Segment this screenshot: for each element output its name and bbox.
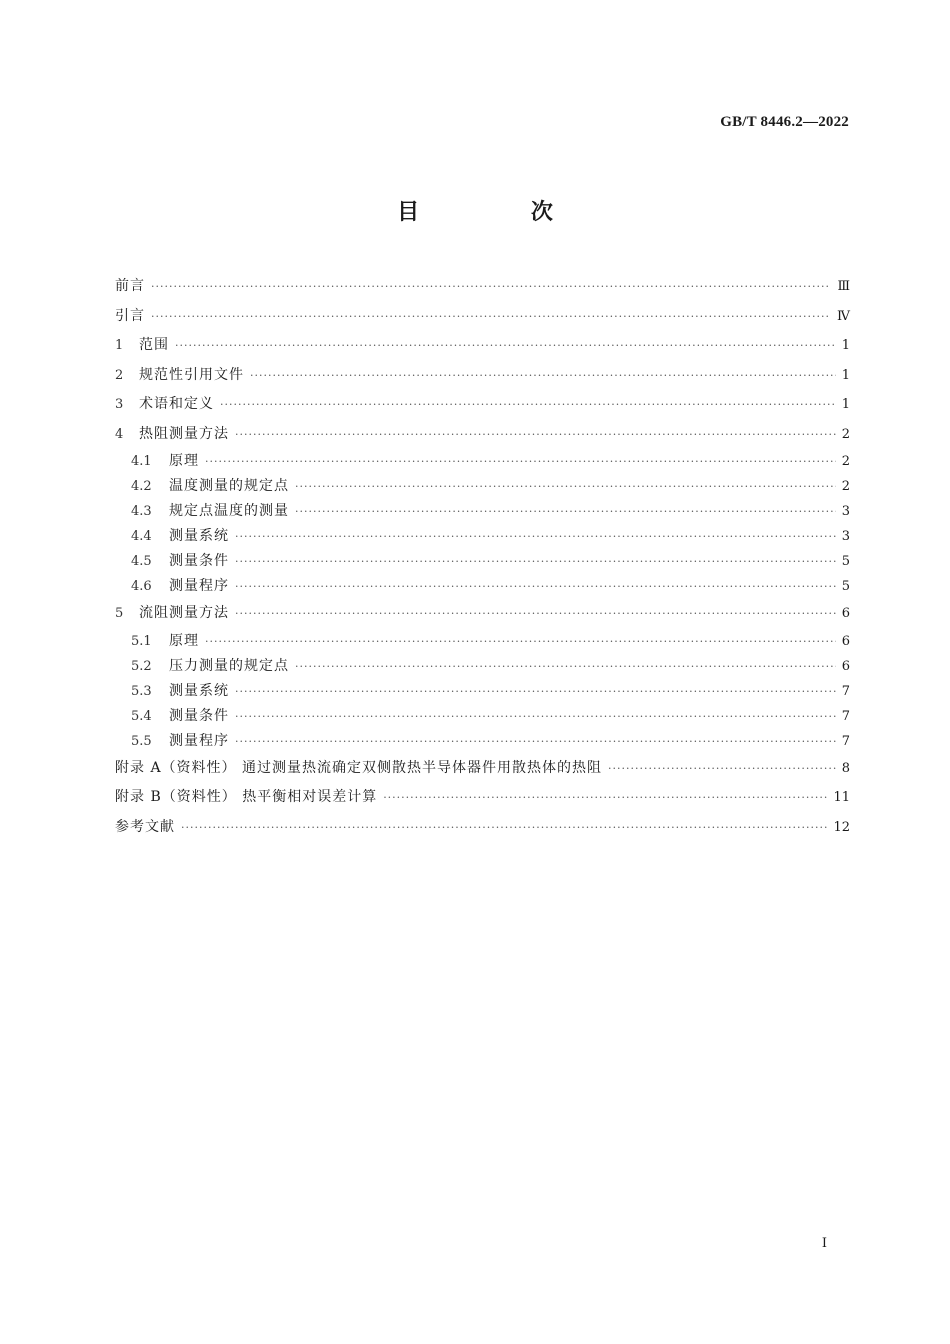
toc-entry-label: 热阻测量方法 <box>139 425 229 442</box>
toc-entry-1[interactable] <box>115 331 850 361</box>
toc-entry-label: 术语和定义 <box>139 396 214 412</box>
page-number: Ⅰ <box>821 1236 827 1251</box>
toc-entry-2[interactable] <box>115 361 850 391</box>
toc-entry-page: 3 <box>841 529 850 544</box>
toc-entry-number: 4.2 <box>131 479 152 494</box>
toc-entry-page: 1 <box>841 367 850 383</box>
dot-leader <box>205 629 836 654</box>
toc-entry-label: 附录 B（资料性） 热平衡相对误差计算 <box>115 789 378 805</box>
toc-entry-number: 4.5 <box>131 554 152 569</box>
dot-leader <box>235 704 836 729</box>
standard-code: GB/T 8446.2—2022 <box>720 114 849 130</box>
toc-entry-number: 1 <box>115 338 124 353</box>
dot-leader <box>205 449 836 474</box>
toc-entry-number: 5.1 <box>131 633 152 649</box>
toc-entry-page: 6 <box>841 658 850 674</box>
toc-entry-label: 温度测量的规定点 <box>169 478 289 494</box>
toc-entry-label: 前言 <box>115 278 145 294</box>
toc-entry-page: 7 <box>841 708 850 724</box>
toc-entry-number: 5.4 <box>131 708 152 724</box>
toc-entry-number: 4 <box>115 426 124 442</box>
toc-entry-annex-b[interactable] <box>115 783 850 813</box>
dot-leader <box>295 499 836 524</box>
toc-entry-page: 2 <box>841 479 850 494</box>
toc-entry-number: 3 <box>115 397 124 412</box>
toc-entry-label: 原理 <box>169 632 199 649</box>
dot-leader <box>235 574 836 599</box>
dot-leader <box>235 599 836 629</box>
dot-leader <box>235 549 836 574</box>
toc-entry-label: 测量条件 <box>169 707 229 724</box>
toc-entry-4-3[interactable] <box>115 499 850 524</box>
toc-entry-number: 4.6 <box>131 579 152 594</box>
toc-entry-label: 测量系统 <box>169 528 229 544</box>
toc-entry-number: 4.3 <box>131 504 152 519</box>
toc-entry-label: 范围 <box>139 337 169 353</box>
page-title: 目 次 <box>397 200 605 225</box>
dot-leader <box>151 272 831 302</box>
dot-leader <box>295 654 836 679</box>
dot-leader <box>235 679 836 704</box>
toc-entry-page: 5 <box>841 554 850 569</box>
toc-entry-page: Ⅲ <box>837 279 850 294</box>
toc-entry-label: 原理 <box>169 453 199 469</box>
toc-entry-page: 12 <box>833 819 850 835</box>
toc-entry-label: 流阻测量方法 <box>139 605 229 621</box>
toc-entry-label: 测量程序 <box>169 578 229 594</box>
toc-entry-number: 4.1 <box>131 454 152 469</box>
toc-entry-annex-a[interactable] <box>115 754 850 784</box>
toc-entry-number: 2 <box>115 367 124 383</box>
toc-entry-5-5[interactable] <box>115 729 850 754</box>
toc-entry-number: 5.5 <box>131 733 152 749</box>
dot-leader <box>151 302 831 332</box>
toc-entry-number: 4.4 <box>131 529 152 544</box>
toc-entry-label: 规定点温度的测量 <box>169 503 289 519</box>
toc-entry-3[interactable] <box>115 390 850 420</box>
toc-entry-4-5[interactable] <box>115 549 850 574</box>
dot-leader <box>383 783 827 813</box>
toc-entry-4[interactable] <box>115 420 850 450</box>
toc-entry-page: 2 <box>841 454 850 469</box>
toc-entry-number: 5.3 <box>131 683 152 699</box>
toc-entry-4-2[interactable] <box>115 474 850 499</box>
toc-entry-page: 3 <box>841 504 850 519</box>
dot-leader <box>608 754 836 784</box>
toc-entry-introduction[interactable] <box>115 302 850 332</box>
toc-entry-preface[interactable] <box>115 272 850 302</box>
dot-leader <box>181 813 827 843</box>
dot-leader <box>235 420 836 450</box>
toc-entry-4-4[interactable] <box>115 524 850 549</box>
toc-entry-5-3[interactable] <box>115 679 850 704</box>
toc-entry-page: 8 <box>841 760 850 776</box>
toc-entry-5-4[interactable] <box>115 704 850 729</box>
toc-entry-page: Ⅳ <box>837 308 850 324</box>
toc-entry-label: 参考文献 <box>115 818 175 835</box>
toc-entry-4-6[interactable] <box>115 574 850 599</box>
toc-entry-5-2[interactable] <box>115 654 850 679</box>
dot-leader <box>235 729 836 754</box>
toc-entry-label: 压力测量的规定点 <box>169 657 289 674</box>
toc-entry-page: 11 <box>833 790 850 805</box>
dot-leader <box>235 524 836 549</box>
toc-entry-page: 2 <box>841 426 850 442</box>
toc-entry-page: 7 <box>841 683 850 699</box>
toc-entry-label: 规范性引用文件 <box>139 366 244 383</box>
toc-entry-label: 测量系统 <box>169 682 229 699</box>
toc-entry-label: 测量条件 <box>169 553 229 569</box>
dot-leader <box>250 361 836 391</box>
toc-entry-page: 1 <box>841 397 850 412</box>
dot-leader <box>295 474 836 499</box>
toc-entry-page: 7 <box>841 733 850 749</box>
dot-leader <box>220 390 836 420</box>
toc-entry-number: 5 <box>115 606 124 621</box>
toc-entry-page: 5 <box>841 579 850 594</box>
toc-entry-5-1[interactable] <box>115 629 850 654</box>
toc-entry-page: 1 <box>841 338 850 353</box>
table-of-contents <box>115 272 850 842</box>
toc-entry-4-1[interactable] <box>115 449 850 474</box>
toc-entry-label: 引言 <box>115 307 145 324</box>
dot-leader <box>175 331 836 361</box>
toc-entry-5[interactable] <box>115 599 850 629</box>
toc-entry-number: 5.2 <box>131 658 152 674</box>
toc-entry-page: 6 <box>841 633 850 649</box>
toc-entry-label: 测量程序 <box>169 732 229 749</box>
toc-entry-references[interactable] <box>115 813 850 843</box>
toc-entry-label: 附录 A（资料性） 通过测量热流确定双侧散热半导体器件用散热体的热阻 <box>115 759 603 776</box>
toc-entry-page: 6 <box>841 606 850 621</box>
